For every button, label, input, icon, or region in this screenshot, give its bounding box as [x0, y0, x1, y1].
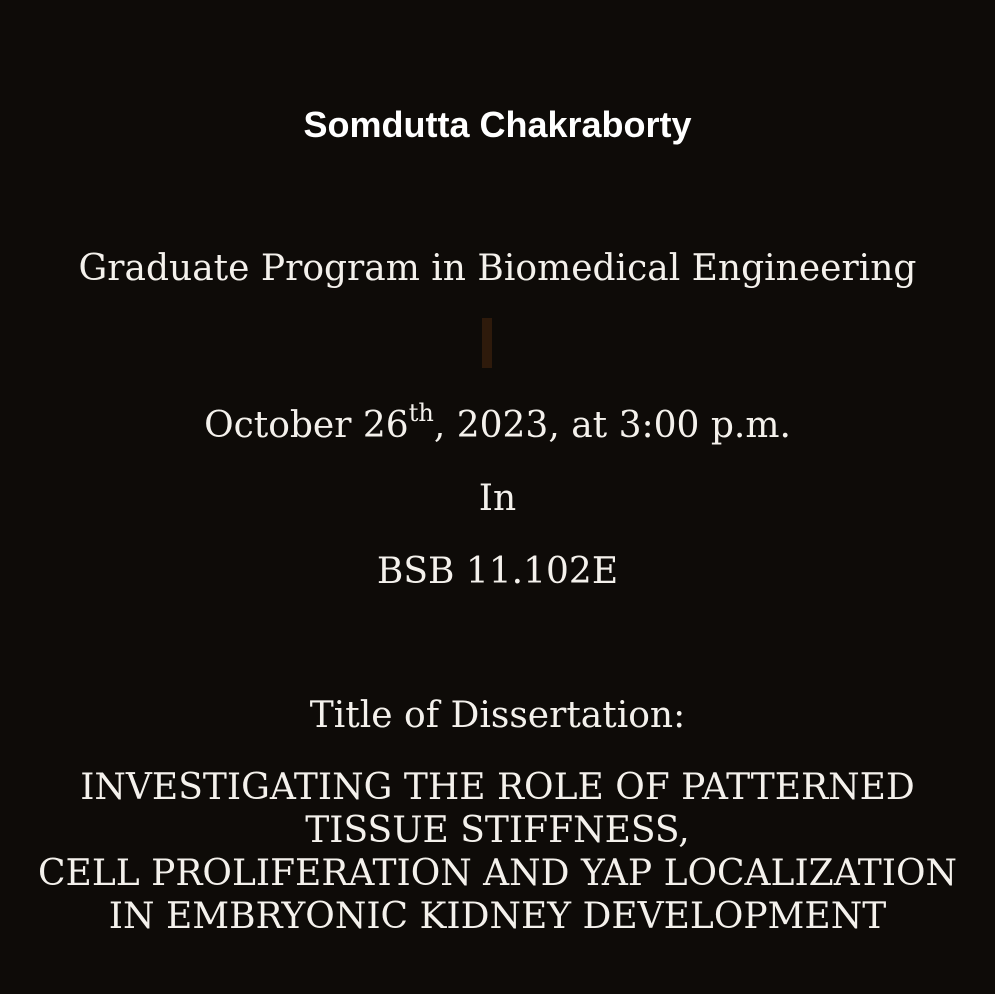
text-cursor-mark: [482, 318, 492, 368]
event-date-suffix: th: [408, 399, 434, 427]
event-date: [0, 399, 995, 452]
dissertation-title-line: IN EMBRYONIC KIDNEY DEVELOPMENT: [108, 896, 887, 937]
event-date-prefix: October 26: [204, 405, 409, 446]
event-date-rest: , 2023, at 3:00 p.m.: [433, 405, 791, 446]
dissertation-title-line: TISSUE STIFFNESS,: [305, 810, 690, 851]
presenter-name: Somdutta Chakraborty: [303, 104, 692, 145]
program-name: Graduate Program in Biomedical Engineering: [78, 248, 917, 289]
dissertation-label: Title of Dissertation:: [309, 695, 686, 736]
dissertation-title: [0, 766, 995, 938]
dissertation-title-line: CELL PROLIFERATION AND YAP LOCALIZATION: [38, 853, 957, 894]
in-label: In: [478, 478, 517, 519]
event-location: BSB 11.102E: [376, 551, 619, 592]
dissertation-title-line: INVESTIGATING THE ROLE OF PATTERNED: [80, 767, 915, 808]
